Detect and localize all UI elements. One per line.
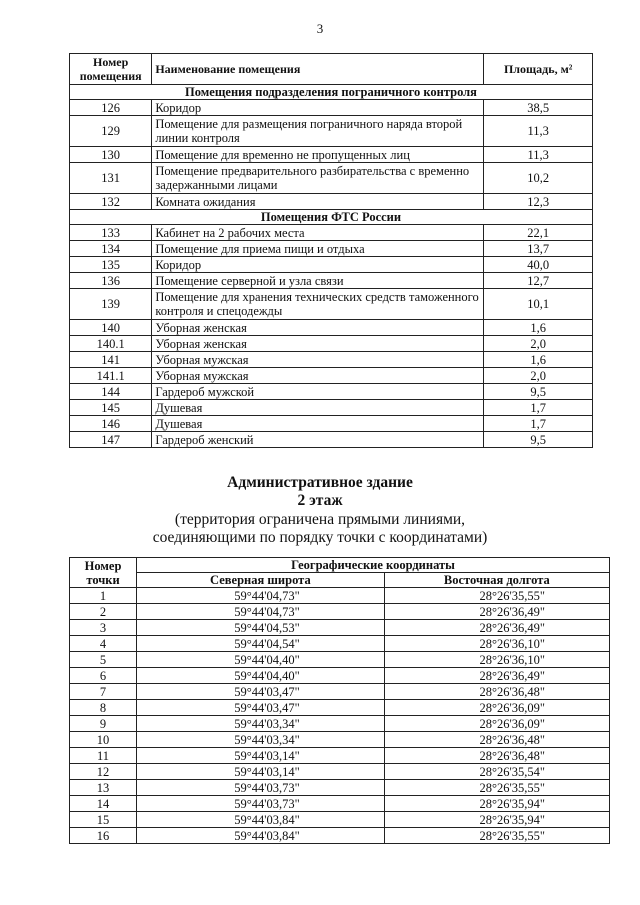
room-area: 1,7	[484, 400, 593, 416]
room-name: Уборная женская	[152, 336, 484, 352]
longitude-value: 28°26'36,10"	[384, 636, 609, 652]
latitude-value: 59°44'04,40"	[137, 652, 385, 668]
point-number: 1	[70, 588, 137, 604]
coords-body	[70, 588, 610, 844]
table-row	[70, 416, 593, 432]
point-number: 13	[70, 780, 137, 796]
floor-title: 2 этаж	[297, 492, 343, 509]
room-area: 40,0	[484, 257, 593, 273]
room-number: 140.1	[70, 336, 152, 352]
latitude-value: 59°44'03,14"	[137, 748, 385, 764]
table-row	[70, 828, 610, 844]
point-number: 6	[70, 668, 137, 684]
longitude-value: 28°26'36,49"	[384, 668, 609, 684]
table-row	[70, 684, 610, 700]
room-number: 133	[70, 225, 152, 241]
longitude-value: 28°26'36,09"	[384, 700, 609, 716]
table-row	[70, 700, 610, 716]
latitude-value: 59°44'04,53"	[137, 620, 385, 636]
room-name: Душевая	[152, 416, 484, 432]
section-header-row	[70, 210, 593, 225]
room-number: 139	[70, 289, 152, 320]
header-room-name: Наименование помещения	[152, 54, 484, 85]
header-longitude: Восточная долгота	[384, 573, 609, 588]
table-row	[70, 163, 593, 194]
point-number: 7	[70, 684, 137, 700]
room-name: Помещение для хранения технических средств таможенного контроля и спецодежды	[152, 289, 484, 320]
point-number: 3	[70, 620, 137, 636]
room-area: 11,3	[484, 116, 593, 147]
longitude-value: 28°26'36,48"	[384, 748, 609, 764]
room-number: 144	[70, 384, 152, 400]
room-number: 130	[70, 147, 152, 163]
point-number: 5	[70, 652, 137, 668]
coords-header-row-bottom	[70, 573, 610, 588]
room-name: Комната ожидания	[152, 194, 484, 210]
latitude-value: 59°44'03,73"	[137, 780, 385, 796]
room-area: 11,3	[484, 147, 593, 163]
room-area: 10,2	[484, 163, 593, 194]
longitude-value: 28°26'35,54"	[384, 764, 609, 780]
table-row	[70, 780, 610, 796]
longitude-value: 28°26'36,48"	[384, 732, 609, 748]
table-row	[70, 716, 610, 732]
room-area: 2,0	[484, 336, 593, 352]
header-point-number: Номер точки	[70, 558, 137, 588]
point-number: 10	[70, 732, 137, 748]
point-number: 9	[70, 716, 137, 732]
room-number: 141.1	[70, 368, 152, 384]
longitude-value: 28°26'35,55"	[384, 780, 609, 796]
room-name: Помещение предварительного разбирательства с временно задержанными лицами	[152, 163, 484, 194]
room-area: 38,5	[484, 100, 593, 116]
table-row	[70, 273, 593, 289]
room-number: 135	[70, 257, 152, 273]
table-row	[70, 764, 610, 780]
room-name: Уборная женская	[152, 320, 484, 336]
longitude-value: 28°26'36,09"	[384, 716, 609, 732]
coords-header-row-top	[70, 558, 610, 573]
table-row	[70, 194, 593, 210]
table-row	[70, 368, 593, 384]
rooms-header-row	[70, 54, 593, 85]
longitude-value: 28°26'35,55"	[384, 588, 609, 604]
table-row	[70, 432, 593, 448]
room-name: Коридор	[152, 257, 484, 273]
section-header-row	[70, 85, 593, 100]
latitude-value: 59°44'03,84"	[137, 812, 385, 828]
room-number: 147	[70, 432, 152, 448]
room-area: 1,6	[484, 352, 593, 368]
latitude-value: 59°44'03,34"	[137, 732, 385, 748]
latitude-value: 59°44'03,47"	[137, 700, 385, 716]
coordinates-table	[69, 557, 610, 844]
room-number: 141	[70, 352, 152, 368]
room-number: 146	[70, 416, 152, 432]
longitude-value: 28°26'36,49"	[384, 620, 609, 636]
room-name: Кабинет на 2 рабочих места	[152, 225, 484, 241]
section-title: Помещения ФТС России	[70, 210, 593, 225]
room-area: 12,3	[484, 194, 593, 210]
point-number: 2	[70, 604, 137, 620]
point-number: 16	[70, 828, 137, 844]
table-row	[70, 636, 610, 652]
room-name: Помещение для временно не пропущенных лиц	[152, 147, 484, 163]
section-title: Помещения подразделения пограничного контроля	[70, 85, 593, 100]
table-row	[70, 384, 593, 400]
table-row	[70, 400, 593, 416]
room-area: 1,6	[484, 320, 593, 336]
room-number: 145	[70, 400, 152, 416]
room-name: Уборная мужская	[152, 368, 484, 384]
table-row	[70, 225, 593, 241]
room-number: 140	[70, 320, 152, 336]
point-number: 4	[70, 636, 137, 652]
table-row	[70, 320, 593, 336]
longitude-value: 28°26'35,94"	[384, 796, 609, 812]
point-number: 14	[70, 796, 137, 812]
room-number: 129	[70, 116, 152, 147]
table-row	[70, 812, 610, 828]
room-number: 132	[70, 194, 152, 210]
room-area: 10,1	[484, 289, 593, 320]
longitude-value: 28°26'36,49"	[384, 604, 609, 620]
table-row	[70, 100, 593, 116]
building-title: Административное здание	[227, 474, 413, 491]
room-name: Уборная мужская	[152, 352, 484, 368]
longitude-value: 28°26'35,94"	[384, 812, 609, 828]
room-name: Коридор	[152, 100, 484, 116]
table-row	[70, 241, 593, 257]
latitude-value: 59°44'03,47"	[137, 684, 385, 700]
header-room-number: Номер помещения	[70, 54, 152, 85]
table-row	[70, 147, 593, 163]
latitude-value: 59°44'03,14"	[137, 764, 385, 780]
room-name: Помещение для размещения пограничного наряда второй линии контроля	[152, 116, 484, 147]
rooms-table	[69, 53, 593, 448]
table-row	[70, 257, 593, 273]
room-name: Гардероб мужской	[152, 384, 484, 400]
latitude-value: 59°44'04,54"	[137, 636, 385, 652]
latitude-value: 59°44'04,73"	[137, 604, 385, 620]
latitude-value: 59°44'04,73"	[137, 588, 385, 604]
room-number: 134	[70, 241, 152, 257]
room-name: Душевая	[152, 400, 484, 416]
room-area: 9,5	[484, 384, 593, 400]
room-area: 2,0	[484, 368, 593, 384]
point-number: 15	[70, 812, 137, 828]
page-number: 3	[316, 21, 324, 36]
room-number: 131	[70, 163, 152, 194]
latitude-value: 59°44'03,84"	[137, 828, 385, 844]
table-row	[70, 289, 593, 320]
point-number: 11	[70, 748, 137, 764]
longitude-value: 28°26'36,48"	[384, 684, 609, 700]
room-area: 13,7	[484, 241, 593, 257]
table-row	[70, 604, 610, 620]
room-number: 126	[70, 100, 152, 116]
room-number: 136	[70, 273, 152, 289]
latitude-value: 59°44'03,34"	[137, 716, 385, 732]
table-row	[70, 620, 610, 636]
table-row	[70, 748, 610, 764]
table-row	[70, 116, 593, 147]
territory-note-line2: соединяющими по порядку точки с координатами)	[152, 529, 488, 546]
room-name: Помещение для приема пищи и отдыха	[152, 241, 484, 257]
territory-note-line1: (территория ограничена прямыми линиями,	[174, 511, 466, 528]
room-area: 22,1	[484, 225, 593, 241]
room-area: 1,7	[484, 416, 593, 432]
header-latitude: Северная широта	[137, 573, 385, 588]
point-number: 12	[70, 764, 137, 780]
header-geo-coordinates: Географические координаты	[137, 558, 610, 573]
table-row	[70, 352, 593, 368]
longitude-value: 28°26'35,55"	[384, 828, 609, 844]
point-number: 8	[70, 700, 137, 716]
header-room-area: Площадь, м²	[484, 54, 593, 85]
table-row	[70, 336, 593, 352]
table-row	[70, 668, 610, 684]
longitude-value: 28°26'36,10"	[384, 652, 609, 668]
table-row	[70, 588, 610, 604]
latitude-value: 59°44'04,40"	[137, 668, 385, 684]
room-area: 9,5	[484, 432, 593, 448]
room-name: Помещение серверной и узла связи	[152, 273, 484, 289]
table-row	[70, 796, 610, 812]
room-area: 12,7	[484, 273, 593, 289]
latitude-value: 59°44'03,73"	[137, 796, 385, 812]
table-row	[70, 732, 610, 748]
rooms-body	[70, 85, 593, 448]
table-row	[70, 652, 610, 668]
room-name: Гардероб женский	[152, 432, 484, 448]
